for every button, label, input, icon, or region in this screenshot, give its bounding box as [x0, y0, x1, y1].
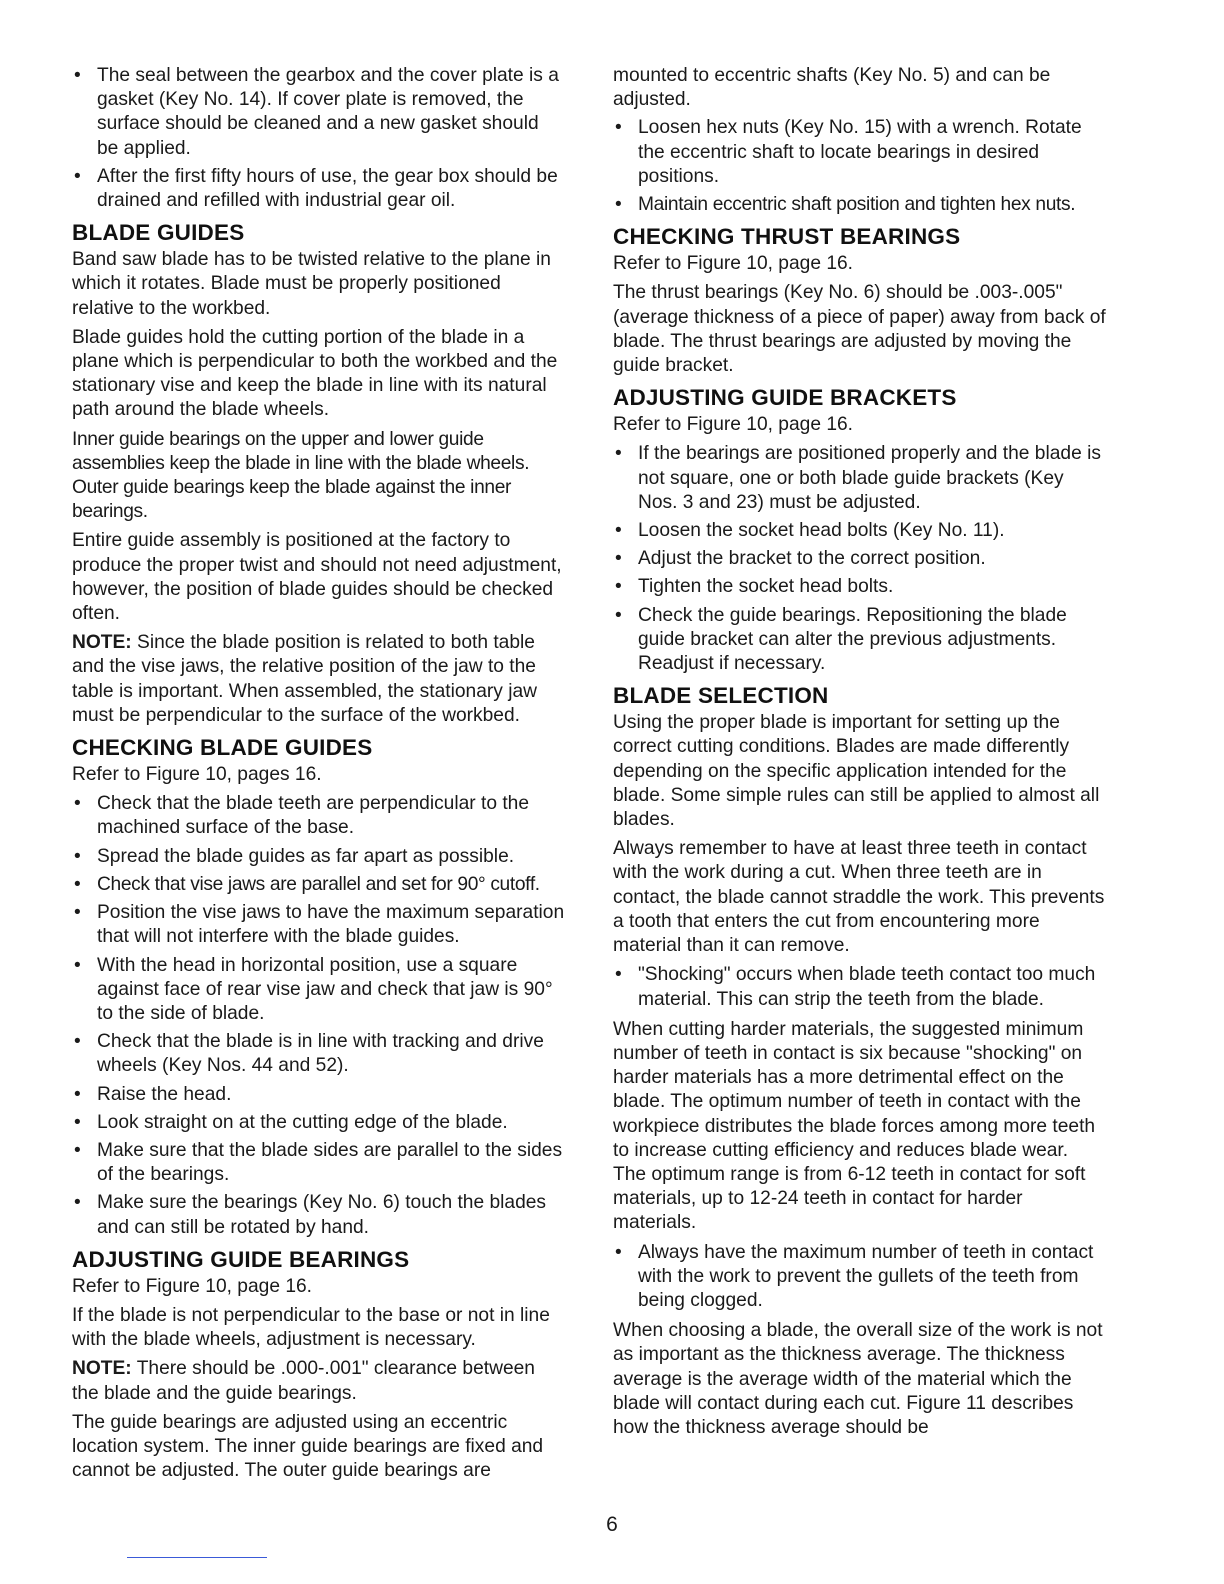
- list-item: • Position the vise jaws to have the maximum separation that will not interfere with the blade guides.: [72, 901, 565, 949]
- right-column: [613, 64, 1106, 1445]
- paragraph: If the blade is not perpendicular to the base or not in line with the blade wheels, adjustment is necessary.: [72, 1304, 550, 1351]
- section-heading-blade-guides: BLADE GUIDES: [72, 220, 245, 246]
- list-item: • If the bearings are positioned properly and the blade is not square, one or both blade guide brackets (Key Nos. 3 and 23) must be adjusted.: [613, 442, 1106, 515]
- note-label: NOTE:: [72, 1358, 132, 1380]
- list-item: • Adjust the bracket to the correct position.: [613, 547, 1106, 571]
- figure-reference: Refer to Figure 10, page 16.: [613, 414, 853, 436]
- list-item: • Check that vise jaws are parallel and set for 90° cutoff.: [72, 873, 565, 897]
- list-item: • After the first fifty hours of use, the gear box should be drained and refilled with industrial gear oil.: [72, 165, 565, 213]
- list-item: • Make sure the bearings (Key No. 6) touch the blades and can still be rotated by hand.: [72, 1191, 565, 1239]
- list-item: • "Shocking" occurs when blade teeth contact too much material. This can strip the teeth from the blade.: [613, 963, 1106, 1011]
- page-number: 6: [606, 1513, 618, 1536]
- list-item: • Spread the blade guides as far apart as possible.: [72, 845, 565, 869]
- section-heading-blade-selection: BLADE SELECTION: [613, 683, 829, 709]
- gullets-bullet-list: [613, 1241, 1106, 1314]
- paragraph: The thrust bearings (Key No. 6) should be .003-.005" (average thickness of a piece of paper) away from back of blade. The thrust bearings are adjusted by moving the guide bracket.: [613, 282, 1106, 377]
- paragraph: Always remember to have at least three teeth in contact with the work during a cut. When three teeth are in contact, the blade cannot straddle the work. This prevents a tooth that enters the cut from encountering more material than it can remove.: [613, 838, 1105, 957]
- list-item: • Check the guide bearings. Repositioning the blade guide bracket can alter the previous adjustments. Readjust if necessary.: [613, 604, 1106, 677]
- figure-reference: Refer to Figure 10, pages 16.: [72, 764, 322, 786]
- paragraph: Band saw blade has to be twisted relative to the plane in which it rotates. Blade must be properly positioned relative to the workbed.: [72, 249, 551, 319]
- continued-paragraph: mounted to eccentric shafts (Key No. 5) and can be adjusted.: [613, 65, 1051, 111]
- figure-reference: Refer to Figure 10, page 16.: [72, 1275, 312, 1297]
- note-paragraph: [72, 1357, 565, 1405]
- note-text: There should be .000-.001" clearance between the blade and the guide bearings.: [72, 1358, 535, 1404]
- list-item: • Look straight on at the cutting edge of the blade.: [72, 1111, 565, 1135]
- note-paragraph: [72, 631, 565, 728]
- paragraph: Entire guide assembly is positioned at the factory to produce the proper twist and should not need adjustment, however, the position of blade guides should be checked often.: [72, 530, 562, 625]
- list-item: • Check that the blade is in line with tracking and drive wheels (Key Nos. 44 and 52).: [72, 1030, 565, 1078]
- section-heading-checking-thrust-bearings: CHECKING THRUST BEARINGS: [613, 224, 961, 250]
- paragraph: The guide bearings are adjusted using an eccentric location system. The inner guide bearings are fixed and cannot be adjusted. The outer guide bearings are: [72, 1411, 544, 1482]
- list-item: • Always have the maximum number of teeth in contact with the work to prevent the gullets of the teeth from being clogged.: [613, 1241, 1106, 1314]
- list-item: • Raise the head.: [72, 1083, 565, 1107]
- paragraph: Using the proper blade is important for setting up the correct cutting conditions. Blades are made differently depending on the specific application intended for the blade. Some simple rules can still be applied to almost all blades.: [613, 712, 1100, 831]
- paragraph: When choosing a blade, the overall size of the work is not as important as the thickness average. The thickness average is the average width of the material which the blade will contact during each cut. Figure 11 describes how the thickness average should be: [613, 1320, 1103, 1438]
- list-item: • The seal between the gearbox and the cover plate is a gasket (Key No. 14). If cover plate is removed, the surface should be cleaned and a new gasket should be applied.: [72, 64, 565, 161]
- list-item: • Loosen hex nuts (Key No. 15) with a wrench. Rotate the eccentric shaft to locate bearings in desired positions.: [613, 116, 1106, 189]
- left-column: [72, 64, 565, 1488]
- section-heading-adjusting-guide-bearings: ADJUSTING GUIDE BEARINGS: [72, 1246, 410, 1272]
- paragraph: Blade guides hold the cutting portion of the blade in a plane which is perpendicular to both the workbed and the stationary vise and keep the blade in line with its natural path around the blade wheels.: [72, 326, 558, 421]
- list-item: • Loosen the socket head bolts (Key No. 11).: [613, 519, 1106, 543]
- list-item: • With the head in horizontal position, use a square against face of rear vise jaw and check that jaw is 90° to the side of blade.: [72, 954, 565, 1027]
- note-label: NOTE:: [72, 632, 132, 654]
- section-heading-adjusting-guide-brackets: ADJUSTING GUIDE BRACKETS: [613, 385, 957, 411]
- footer-rule: [127, 1557, 267, 1558]
- list-item: • Check that the blade teeth are perpendicular to the machined surface of the base.: [72, 792, 565, 840]
- eccentric-shaft-list: [613, 116, 1106, 217]
- gearbox-bullet-list: [72, 64, 565, 213]
- list-item: • Maintain eccentric shaft position and tighten hex nuts.: [613, 193, 1106, 217]
- section-heading-checking-blade-guides: CHECKING BLADE GUIDES: [72, 735, 373, 761]
- shocking-bullet-list: [613, 963, 1106, 1011]
- note-text: Since the blade position is related to both table and the vise jaws, the relative position of the jaw to the table is important. When assembled, the stationary jaw must be perpendicular to the surface of the workbed.: [72, 632, 537, 726]
- list-item: • Tighten the socket head bolts.: [613, 575, 1106, 599]
- paragraph: Inner guide bearings on the upper and lower guide assemblies keep the blade in line with the blade wheels. Outer guide bearings keep the blade against the inner bearings.: [72, 428, 530, 523]
- adjusting-guide-brackets-list: [613, 442, 1106, 676]
- paragraph: When cutting harder materials, the suggested minimum number of teeth in contact is six because "shocking" on harder materials has a more detrimental effect on the blade. The optimum number of teeth in contact with the workpiece distributes the blade forces among more teeth to increase cutting efficiency and reduces blade wear. The optimum range is from 6-12 teeth in contact for soft materials, up to 12-24 teeth in contact for harder materials.: [613, 1018, 1096, 1234]
- figure-reference: Refer to Figure 10, page 16.: [613, 253, 853, 275]
- list-item: • Make sure that the blade sides are parallel to the sides of the bearings.: [72, 1139, 565, 1187]
- checking-blade-guides-list: [72, 792, 565, 1239]
